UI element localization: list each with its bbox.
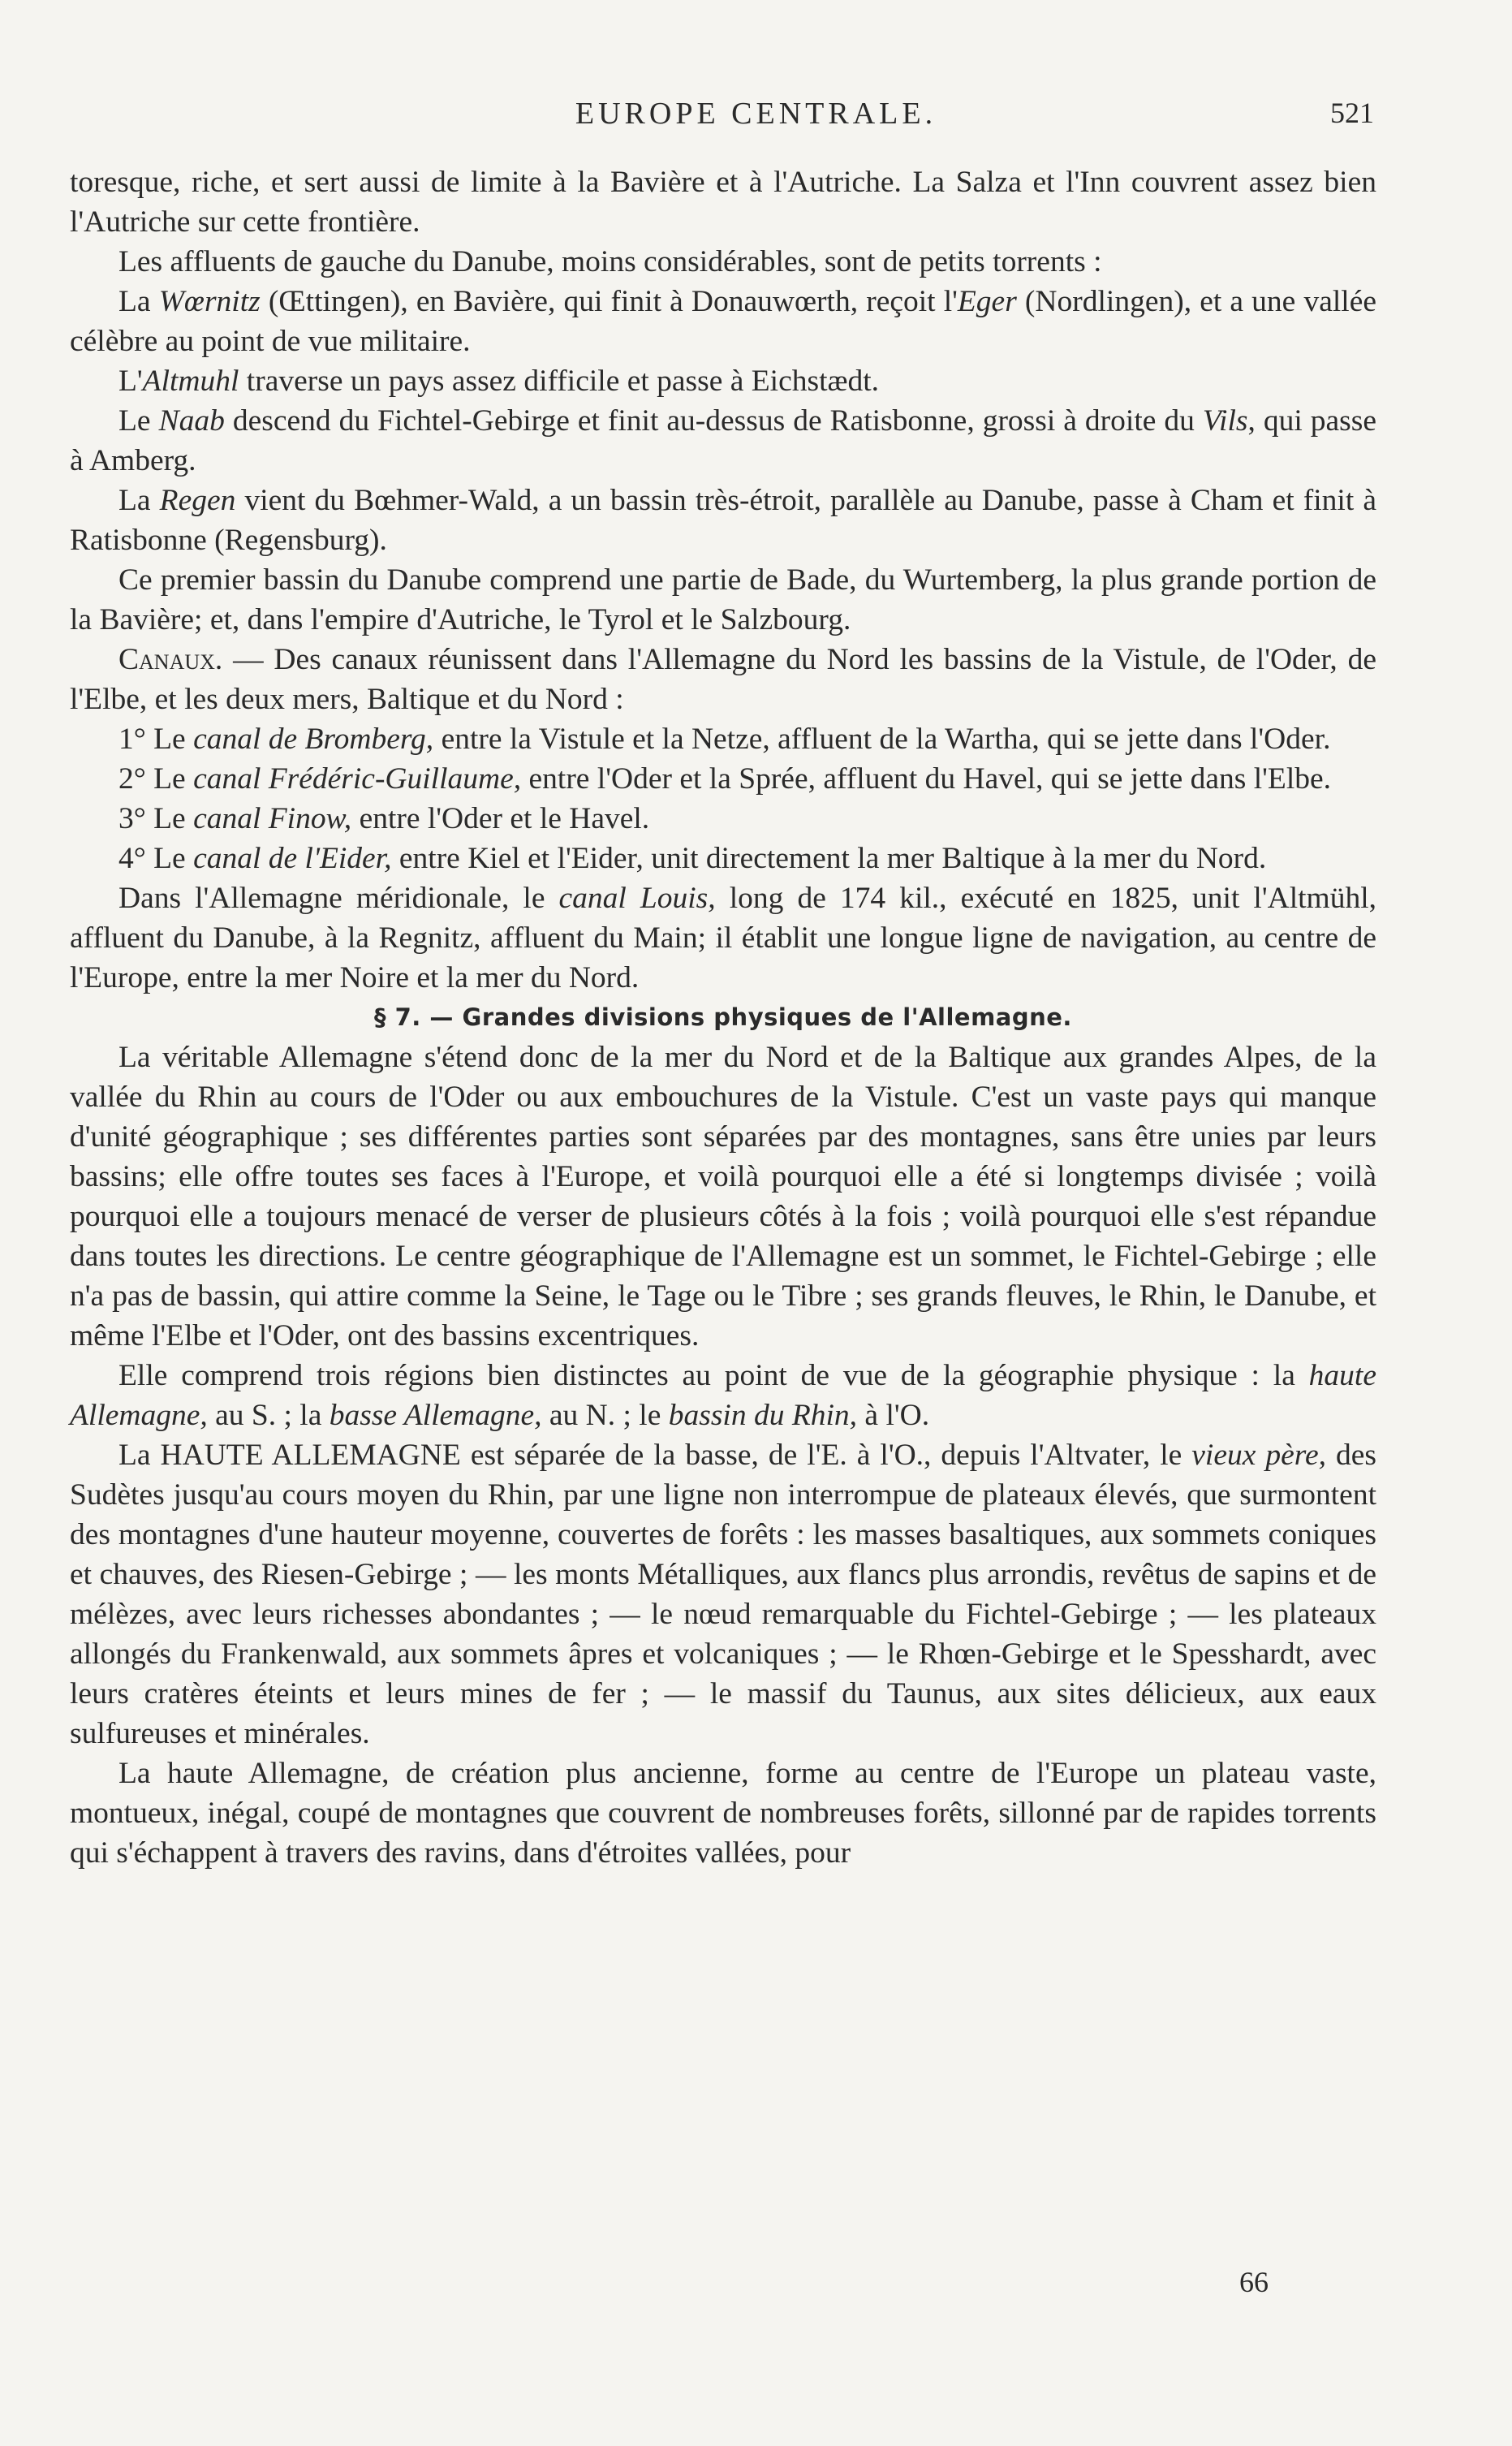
- paragraph: Le Naab descend du Fichtel-Gebirge et finit au-dessus de Ratisbonne, grossi à droite du Vils, qui passe à Amberg.: [70, 404, 1376, 477]
- body-text: [70, 162, 1376, 1873]
- page-number: 521: [1330, 97, 1374, 129]
- paragraph: Ce premier bassin du Danube comprend une partie de Bade, du Wurtemberg, la plus grande portion de la Bavière; et, dans l'empire d'Autriche, le Tyrol et le Salzbourg.: [70, 563, 1376, 636]
- paragraph: toresque, riche, et sert aussi de limite à la Bavière et à l'Autriche. La Salza et l'Inn couvrent assez bien l'Autriche sur cette frontière.: [70, 166, 1376, 239]
- paragraph: Canaux. — Des canaux réunissent dans l'Allemagne du Nord les bassins de la Vistule, de l'Oder, de l'Elbe, et les deux mers, Baltique et du Nord :: [70, 643, 1376, 716]
- paragraph: La véritable Allemagne s'étend donc de la mer du Nord et de la Baltique aux grandes Alpes, de la vallée du Rhin au cours de l'Oder ou aux embouchures de la Vistule. C'est un vaste pays qui manque d'unité géographique ; ses différentes parties sont séparées par des montagnes, sans être unies par leurs bassins; elle offre toutes ses faces à l'Europe, et voilà pourquoi elle a été si longtemps divisée ; voilà pourquoi elle a toujours menacé de verser de plusieurs côtés à la fois ; voilà pourquoi elle s'est répandue dans toutes les directions. Le centre géographique de l'Allemagne est un sommet, le Fichtel-Gebirge ; elle n'a pas de bassin, qui attire comme la Seine, le Tage ou le Tibre ; ses grands fleuves, le Rhin, le Danube, et même l'Elbe et l'Oder, ont des bassins excentriques.: [70, 1041, 1376, 1352]
- paragraph: Elle comprend trois régions bien distinctes au point de vue de la géographie physique : la haute Allemagne, au S. ; la basse Allemagne, au N. ; le bassin du Rhin, à l'O.: [70, 1359, 1376, 1432]
- paragraph: La Regen vient du Bœhmer-Wald, a un bassin très-étroit, parallèle au Danube, passe à Cham et finit à Ratisbonne (Regensburg).: [70, 484, 1376, 557]
- paragraph: La haute Allemagne, de création plus ancienne, forme au centre de l'Europe un plateau vaste, montueux, inégal, coupé de montagnes que couvrent de nombreuses forêts, sillonné par de rapides torrents qui s'échappent à travers des ravins, dans d'étroites vallées, pour: [70, 1757, 1376, 1870]
- running-title: EUROPE CENTRALE.: [575, 97, 937, 131]
- paragraph: 4° Le canal de l'Eider, entre Kiel et l'Eider, unit directement la mer Baltique à la mer du Nord.: [118, 842, 1267, 875]
- section-heading: § 7. — Grandes divisions physiques de l'Allemagne.: [374, 1003, 1072, 1031]
- running-head: [0, 96, 1512, 136]
- paragraph: 1° Le canal de Bromberg, entre la Vistule et la Netze, affluent de la Wartha, qui se jette dans l'Oder.: [118, 723, 1331, 756]
- paragraph: La Wœrnitz (Œttingen), en Bavière, qui finit à Donauwœrth, reçoit l'Eger (Nordlingen), et a une vallée célèbre au point de vue militaire.: [70, 285, 1376, 358]
- signature-mark: 66: [1239, 2266, 1269, 2298]
- paragraph: L'Altmuhl traverse un pays assez difficile et passe à Eichstædt.: [118, 365, 880, 398]
- paragraph: La HAUTE ALLEMAGNE est séparée de la basse, de l'E. à l'O., depuis l'Altvater, le vieux père, des Sudètes jusqu'au cours moyen du Rhin, par une ligne non interrompue de plateaux élevés, que surmontent des montagnes d'une hauteur moyenne, couvertes de forêts : les masses basaltiques, aux sommets coniques et chauves, des Riesen-Gebirge ; — les monts Métalliques, aux flancs plus arrondis, revêtus de sapins et de mélèzes, avec leurs richesses abondantes ; — le nœud remarquable du Fichtel-Gebirge ; — les plateaux allongés du Frankenwald, aux sommets âpres et volcaniques ; — le Rhœn-Gebirge et le Spesshardt, avec leurs cratères éteints et leurs mines de fer ; — le massif du Taunus, aux sites délicieux, aux eaux sulfureuses et minérales.: [70, 1439, 1376, 1750]
- paragraph: Les affluents de gauche du Danube, moins considérables, sont de petits torrents :: [118, 245, 1102, 278]
- paragraph: 2° Le canal Frédéric-Guillaume, entre l'Oder et la Sprée, affluent du Havel, qui se jette dans l'Elbe.: [118, 762, 1332, 796]
- paragraph: Dans l'Allemagne méridionale, le canal Louis, long de 174 kil., exécuté en 1825, unit l'Altmühl, affluent du Danube, à la Regnitz, affluent du Main; il établit une longue ligne de navigation, au centre de l'Europe, entre la mer Noire et la mer du Nord.: [70, 882, 1376, 994]
- paragraph: 3° Le canal Finow, entre l'Oder et le Havel.: [118, 802, 650, 835]
